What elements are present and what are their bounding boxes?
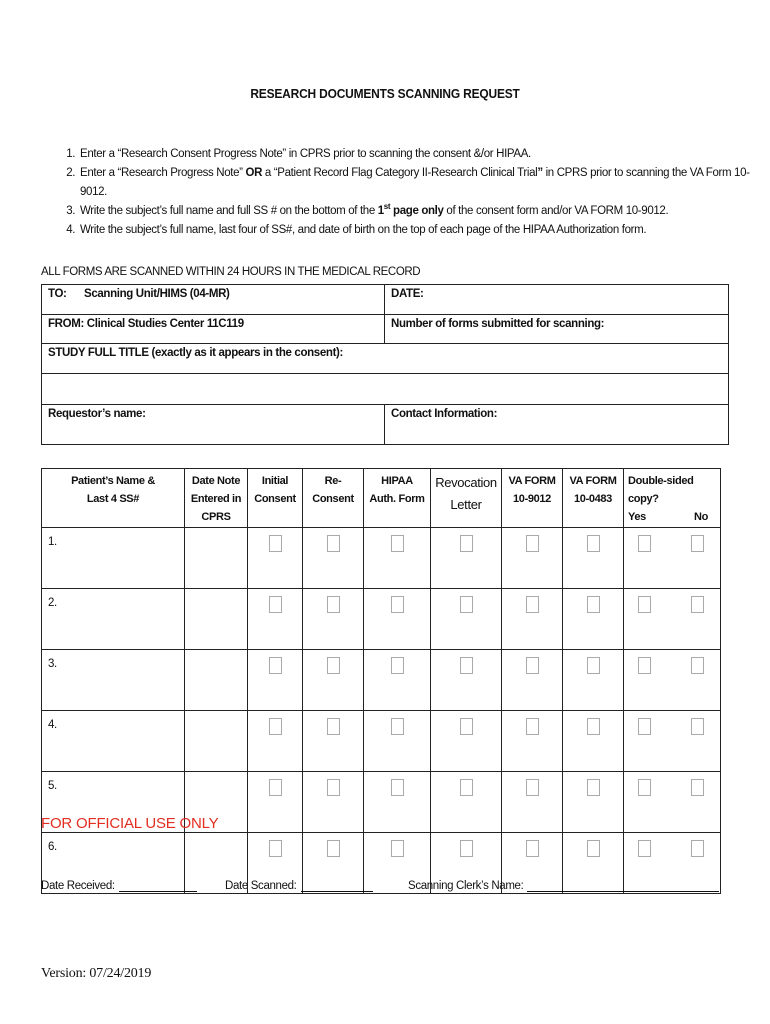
col-va-form-9012: VA FORM 10-9012 <box>502 469 563 528</box>
clerk-name-field[interactable]: Scanning Clerk’s Name: <box>408 877 719 892</box>
revocation-cell <box>431 772 502 833</box>
patient-name-cell[interactable]: 3. <box>42 650 185 711</box>
double-sided-no-checkbox[interactable] <box>691 840 704 857</box>
col-patient-name: Patient’s Name & Last 4 SS# <box>42 469 185 528</box>
date-note-cell[interactable] <box>185 589 248 650</box>
va-form-9012-cell <box>502 772 563 833</box>
va-form-0483-cell <box>563 528 624 589</box>
va-form-9012-checkbox[interactable] <box>526 840 539 857</box>
col-initial-consent: Initial Consent <box>248 469 303 528</box>
table-row <box>42 589 721 650</box>
reconsent-cell <box>303 650 364 711</box>
reconsent-cell <box>303 711 364 772</box>
va-form-9012-checkbox[interactable] <box>526 718 539 735</box>
revocation-cell <box>431 711 502 772</box>
double-sided-no-checkbox[interactable] <box>691 779 704 796</box>
reconsent-cell <box>303 528 364 589</box>
revocation-checkbox[interactable] <box>460 596 473 613</box>
va-form-0483-checkbox[interactable] <box>587 657 600 674</box>
initial-consent-checkbox[interactable] <box>269 779 282 796</box>
date-note-cell[interactable] <box>185 711 248 772</box>
va-form-0483-checkbox[interactable] <box>587 596 600 613</box>
instruction-item: 2. Enter a “Research Progress Note” OR a “Patient Record Flag Category II-Research Clinical Trial” in CPRS prior to scanning the VA Form 10-9012. <box>78 164 768 202</box>
initial-consent-checkbox[interactable] <box>269 657 282 674</box>
initial-consent-checkbox[interactable] <box>269 596 282 613</box>
hipaa-cell <box>364 528 431 589</box>
va-form-9012-checkbox[interactable] <box>526 779 539 796</box>
initial-consent-cell <box>248 711 303 772</box>
page-title: RESEARCH DOCUMENTS SCANNING REQUEST <box>250 86 520 101</box>
official-use-heading: FOR OFFICIAL USE ONLY <box>41 815 219 832</box>
revocation-cell <box>431 589 502 650</box>
va-form-0483-cell <box>563 711 624 772</box>
scan-notice: ALL FORMS ARE SCANNED WITHIN 24 HOURS IN THE MEDICAL RECORD <box>41 266 421 278</box>
col-date-note: Date Note Entered in CPRS <box>185 469 248 528</box>
col-revocation: Revocation Letter <box>431 469 502 528</box>
date-note-cell[interactable] <box>185 528 248 589</box>
version-label: Version: 07/24/2019 <box>41 966 152 981</box>
hipaa-cell <box>364 589 431 650</box>
va-form-9012-cell <box>502 650 563 711</box>
contact-info-field[interactable]: Contact Information: <box>385 405 729 445</box>
reconsent-cell <box>303 772 364 833</box>
patient-name-cell[interactable]: 6. <box>42 833 185 894</box>
col-double-sided: Double-sided copy? Yes No <box>624 469 721 528</box>
hipaa-checkbox[interactable] <box>391 840 404 857</box>
double-sided-cell <box>624 650 721 711</box>
double-sided-cell <box>624 589 721 650</box>
initial-consent-cell <box>248 772 303 833</box>
double-sided-no-checkbox[interactable] <box>691 657 704 674</box>
table-row <box>42 650 721 711</box>
instruction-item: 1. Enter a “Research Consent Progress Note” in CPRS prior to scanning the consent &/or HIPAA. <box>78 145 768 164</box>
reconsent-checkbox[interactable] <box>327 718 340 735</box>
date-scanned-field[interactable]: Date Scanned: <box>225 877 373 892</box>
table-row <box>42 528 721 589</box>
double-sided-yes-checkbox[interactable] <box>638 535 651 552</box>
double-sided-no-checkbox[interactable] <box>691 535 704 552</box>
instruction-item: 3. Write the subject’s full name and full SS # on the bottom of the 1st page only of the consent form and/or VA FORM 10-9012. <box>78 202 768 221</box>
col-hipaa: HIPAA Auth. Form <box>364 469 431 528</box>
double-sided-yes-checkbox[interactable] <box>638 779 651 796</box>
hipaa-checkbox[interactable] <box>391 535 404 552</box>
date-note-cell[interactable] <box>185 650 248 711</box>
double-sided-cell <box>624 711 721 772</box>
va-form-9012-checkbox[interactable] <box>526 657 539 674</box>
initial-consent-checkbox[interactable] <box>269 535 282 552</box>
va-form-0483-cell <box>563 772 624 833</box>
va-form-9012-checkbox[interactable] <box>526 535 539 552</box>
initial-consent-checkbox[interactable] <box>269 718 282 735</box>
va-form-0483-checkbox[interactable] <box>587 779 600 796</box>
initial-consent-checkbox[interactable] <box>269 840 282 857</box>
double-sided-yes-checkbox[interactable] <box>638 840 651 857</box>
va-form-0483-checkbox[interactable] <box>587 535 600 552</box>
initial-consent-cell <box>248 589 303 650</box>
forms-count-field[interactable]: Number of forms submitted for scanning: <box>385 315 729 344</box>
hipaa-cell <box>364 711 431 772</box>
revocation-checkbox[interactable] <box>460 718 473 735</box>
request-info-table <box>41 284 729 445</box>
initial-consent-cell <box>248 528 303 589</box>
date-scanned-line[interactable] <box>301 877 373 892</box>
requestor-name-field[interactable]: Requestor’s name: <box>42 405 385 445</box>
va-form-9012-checkbox[interactable] <box>526 596 539 613</box>
double-sided-no-checkbox[interactable] <box>691 596 704 613</box>
reconsent-checkbox[interactable] <box>327 779 340 796</box>
va-form-0483-cell <box>563 650 624 711</box>
hipaa-checkbox[interactable] <box>391 718 404 735</box>
va-form-0483-cell <box>563 589 624 650</box>
date-field[interactable]: DATE: <box>385 285 729 315</box>
col-reconsent: Re- Consent <box>303 469 364 528</box>
reconsent-checkbox[interactable] <box>327 840 340 857</box>
double-sided-yes-checkbox[interactable] <box>638 657 651 674</box>
to-field[interactable]: TO: Scanning Unit/HIMS (04-MR) <box>42 285 385 315</box>
date-received-field[interactable]: Date Received: <box>41 877 197 892</box>
double-sided-yes-checkbox[interactable] <box>638 718 651 735</box>
reconsent-checkbox[interactable] <box>327 596 340 613</box>
study-title-input[interactable] <box>42 374 729 405</box>
va-form-9012-cell <box>502 589 563 650</box>
study-title-label: STUDY FULL TITLE (exactly as it appears in the consent): <box>42 344 729 374</box>
revocation-checkbox[interactable] <box>460 840 473 857</box>
hipaa-checkbox[interactable] <box>391 779 404 796</box>
hipaa-cell <box>364 772 431 833</box>
instruction-item: 4. Write the subject’s full name, last four of SS#, and date of birth on the top of each page of the HIPAA Authorization form. <box>78 221 768 240</box>
va-form-0483-checkbox[interactable] <box>587 840 600 857</box>
double-sided-yes-checkbox[interactable] <box>638 596 651 613</box>
double-sided-no-checkbox[interactable] <box>691 718 704 735</box>
revocation-cell <box>431 528 502 589</box>
instructions-list <box>40 145 768 240</box>
patient-name-cell[interactable]: 5. <box>42 772 185 833</box>
date-received-line[interactable] <box>119 877 197 892</box>
revocation-cell <box>431 650 502 711</box>
from-field: FROM: Clinical Studies Center 11C119 <box>42 315 385 344</box>
hipaa-cell <box>364 650 431 711</box>
hipaa-checkbox[interactable] <box>391 657 404 674</box>
col-va-form-0483: VA FORM 10-0483 <box>563 469 624 528</box>
patient-name-cell[interactable]: 1. <box>42 528 185 589</box>
clerk-name-line[interactable] <box>527 877 719 892</box>
double-sided-cell <box>624 772 721 833</box>
revocation-checkbox[interactable] <box>460 535 473 552</box>
table-row <box>42 711 721 772</box>
hipaa-checkbox[interactable] <box>391 596 404 613</box>
patient-name-cell[interactable]: 4. <box>42 711 185 772</box>
va-form-9012-cell <box>502 528 563 589</box>
initial-consent-cell <box>248 650 303 711</box>
revocation-checkbox[interactable] <box>460 779 473 796</box>
patient-name-cell[interactable]: 2. <box>42 589 185 650</box>
reconsent-cell <box>303 589 364 650</box>
double-sided-cell <box>624 528 721 589</box>
reconsent-checkbox[interactable] <box>327 535 340 552</box>
va-form-0483-checkbox[interactable] <box>587 718 600 735</box>
va-form-9012-cell <box>502 711 563 772</box>
reconsent-checkbox[interactable] <box>327 657 340 674</box>
revocation-checkbox[interactable] <box>460 657 473 674</box>
